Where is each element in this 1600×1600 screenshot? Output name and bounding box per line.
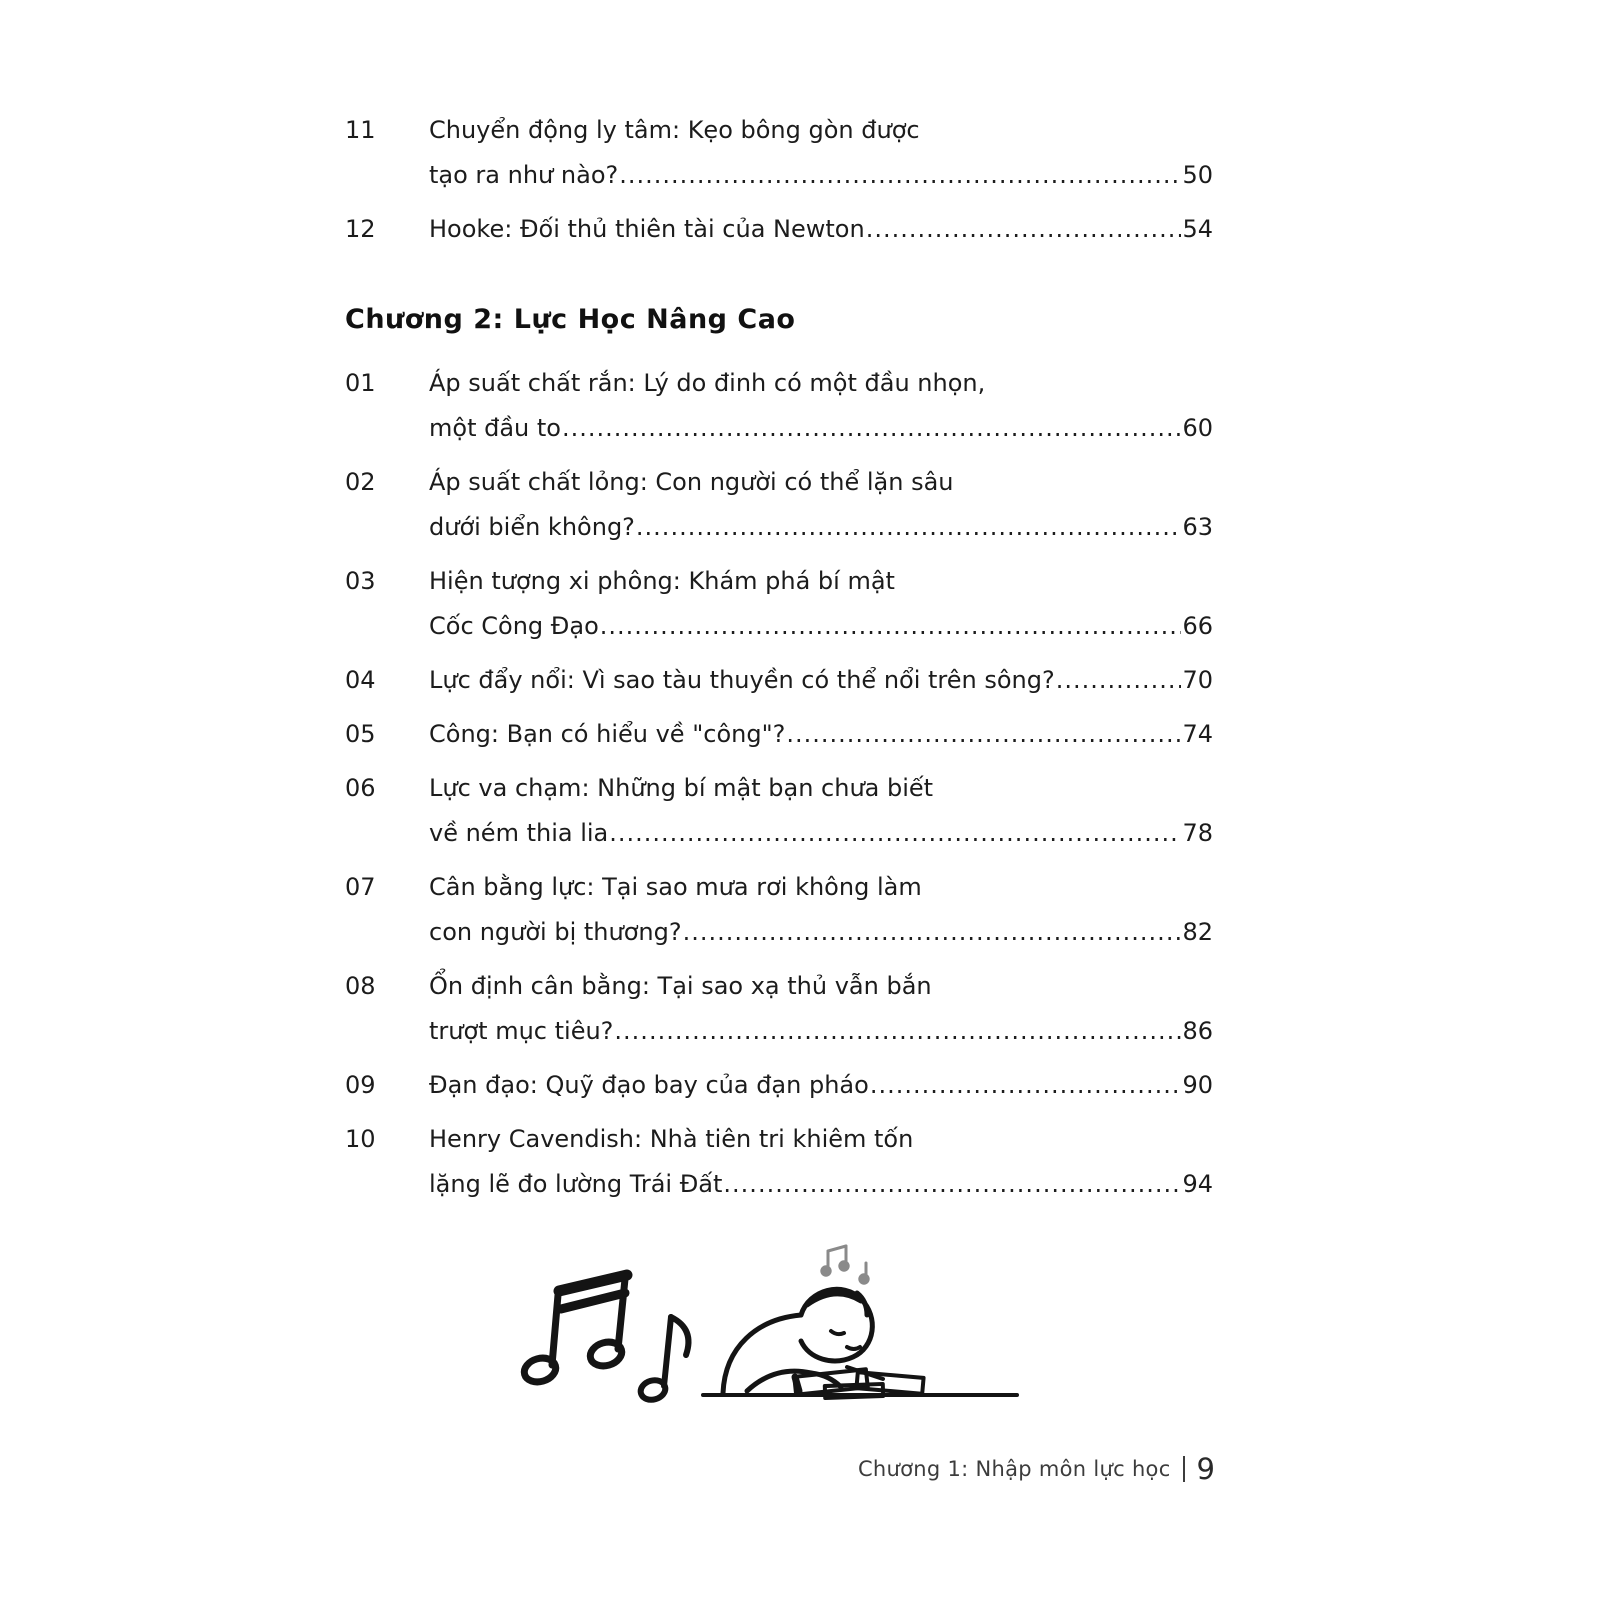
toc-entry [345,1063,1213,1108]
music-notes-sleeping-icon [495,1235,1025,1420]
entry-title-line: Đạn đạo: Quỹ đạo bay của đạn pháo [429,1071,869,1099]
entry-title-line: tạo ra như nào? [429,161,619,189]
toc-entry [345,1117,1213,1207]
dot-leader [619,153,1181,198]
entry-title-line: Ổn định cân bằng: Tại sao xạ thủ vẫn bắn [429,972,932,1000]
entry-page-number: 78 [1182,819,1213,847]
footer-chapter-label: Chương 1: Nhập môn lực học [857,1457,1171,1481]
entry-title-line: Cân bằng lực: Tại sao mưa rơi không làm [429,873,922,901]
dot-leader [562,406,1181,451]
entry-title-line: Henry Cavendish: Nhà tiên tri khiêm tốn [429,1125,914,1153]
dot-leader [723,1162,1181,1207]
entry-title-line: Cốc Công Đạo [429,612,599,640]
toc-entry [345,964,1213,1054]
toc-entry [345,559,1213,649]
entry-number: 11 [345,116,376,144]
dot-leader [1056,658,1182,703]
table-of-contents [345,108,1213,1424]
entry-number: 08 [345,972,376,1000]
footer-page-number: 9 [1196,1452,1215,1486]
dot-leader [609,811,1181,856]
dot-leader [786,712,1181,757]
entry-page-number: 74 [1182,720,1213,748]
entry-page-number: 66 [1182,612,1213,640]
toc-entry [345,108,1213,198]
entry-page-number: 70 [1182,666,1213,694]
entry-title-line: Hooke: Đối thủ thiên tài của Newton [429,215,865,243]
entry-number: 06 [345,774,376,802]
page-footer [858,1452,1215,1486]
toc-entry [345,766,1213,856]
entry-number: 04 [345,666,376,694]
entry-title-line: một đầu to [429,414,561,442]
toc-entry [345,207,1213,252]
toc-entry [345,712,1213,757]
toc-entry [345,865,1213,955]
entry-number: 05 [345,720,376,748]
entry-number: 07 [345,873,376,901]
entry-title-line: Chuyển động ly tâm: Kẹo bông gòn được [429,116,920,144]
toc-entry [345,658,1213,703]
entry-page-number: 50 [1182,161,1213,189]
entry-page-number: 82 [1182,918,1213,946]
footer-divider [1183,1456,1185,1482]
entry-number: 02 [345,468,376,496]
entry-page-number: 60 [1182,414,1213,442]
entry-number: 12 [345,215,376,243]
toc-entry [345,361,1213,451]
entry-number: 10 [345,1125,376,1153]
toc-entry [345,460,1213,550]
entry-title-line: Lực va chạm: Những bí mật bạn chưa biết [429,774,934,802]
entry-number: 03 [345,567,376,595]
entry-number: 09 [345,1071,376,1099]
entry-page-number: 86 [1182,1017,1213,1045]
entry-title-line: con người bị thương? [429,918,682,946]
dot-leader [870,1063,1182,1108]
entry-title-line: Áp suất chất lỏng: Con người có thể lặn sâu [429,468,954,496]
entry-title-line: Công: Bạn có hiểu về "công"? [429,720,786,748]
dot-leader [866,207,1182,252]
entry-title-line: về ném thia lia [429,819,609,847]
dot-leader [683,910,1182,955]
entry-title-line: dưới biển không? [429,513,635,541]
entry-title-line: Lực đẩy nổi: Vì sao tàu thuyền có thể nổi trên sông? [429,666,1055,694]
entry-number: 01 [345,369,376,397]
entry-title-line: Áp suất chất rắn: Lý do đinh có một đầu nhọn, [429,369,986,397]
entry-title-line: trượt mục tiêu? [429,1017,614,1045]
entry-page-number: 63 [1182,513,1213,541]
dot-leader [636,505,1182,550]
dot-leader [614,1009,1181,1054]
chapter-heading: Chương 2: Lực Học Nâng Cao [345,304,796,335]
dot-leader [600,604,1182,649]
entry-page-number: 94 [1182,1170,1213,1198]
entry-page-number: 90 [1182,1071,1213,1099]
entry-title-line: Hiện tượng xi phông: Khám phá bí mật [429,567,895,595]
entry-title-line: lặng lẽ đo lường Trái Đất [429,1170,723,1198]
entry-page-number: 54 [1182,215,1213,243]
sleeping-person-music-illustration [495,1235,1025,1424]
